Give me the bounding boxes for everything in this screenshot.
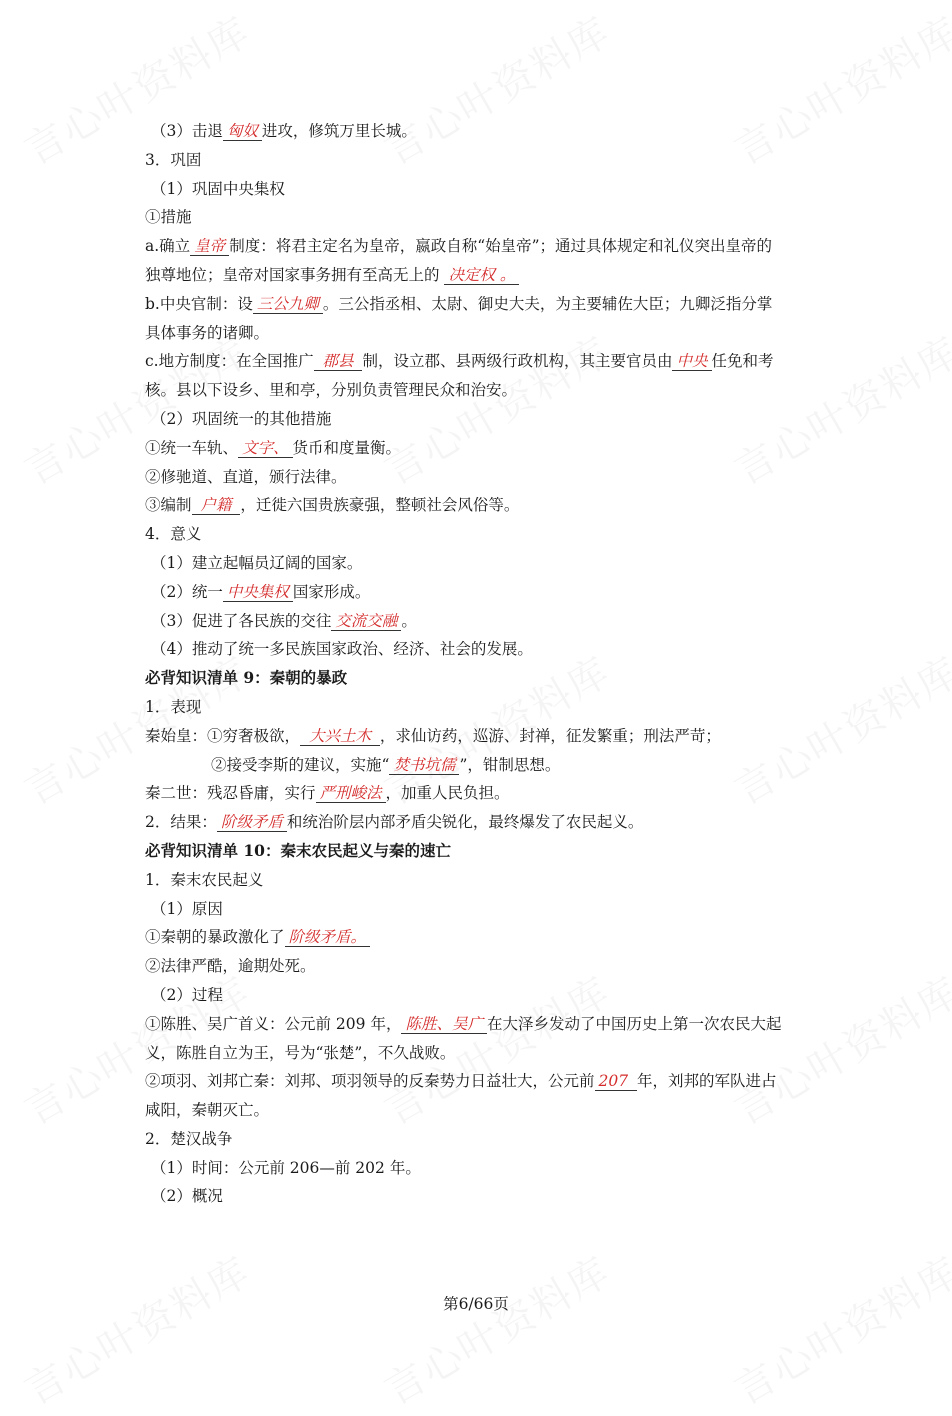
text-run: 1．表现 <box>145 697 202 716</box>
answer-fill: 焚书坑儒 <box>389 756 459 775</box>
answer-fill: 中央 <box>672 352 711 371</box>
watermark <box>373 1241 620 1416</box>
text-line <box>145 146 815 175</box>
page-number: 第6/66页 <box>443 1295 509 1313</box>
answer-fill: 阶级矛盾 <box>217 813 287 832</box>
section-heading <box>145 837 815 866</box>
text-run: （1）建立起幅员辽阔的国家。 <box>151 553 363 572</box>
text-run: ②修驰道、直道，颁行法律。 <box>145 467 347 486</box>
text-run: ③编制 <box>145 496 192 515</box>
answer-fill: 陈胜、吴广 <box>401 1015 487 1034</box>
text-run: 进攻，修筑万里长城。 <box>261 122 417 140</box>
text-line <box>145 261 815 290</box>
text-run: 秦二世：残忍昏庸，实行 <box>145 784 316 803</box>
text-run: 咸阳，秦朝灭亡。 <box>145 1101 270 1120</box>
text-line <box>145 319 815 348</box>
text-run: （2）统一 <box>151 582 223 601</box>
text-run: 3．巩固 <box>145 150 202 169</box>
text-line <box>145 722 815 751</box>
text-line <box>145 1182 815 1211</box>
text-line <box>145 549 815 578</box>
text-run: 制度：将君主定名为皇帝，嬴政自称“始皇帝”；通过具体规定和礼仪突出皇帝的 <box>229 237 773 256</box>
text-run: 2．楚汉战争 <box>145 1129 233 1148</box>
text-run: （1）原因 <box>151 899 223 918</box>
text-run: ①陈胜、吴广首义：公元前 209 年， <box>145 1014 402 1033</box>
answer-fill: 皇帝 <box>190 237 229 256</box>
text-line <box>145 1039 815 1068</box>
text-run: （2）过程 <box>151 985 223 1004</box>
text-line <box>145 1067 815 1096</box>
text-run: 必背知识清单 9：秦朝的暴政 <box>145 668 348 688</box>
answer-fill: 户籍 <box>192 496 241 515</box>
text-line <box>145 923 815 952</box>
text-line <box>145 578 815 607</box>
text-run: 国家形成。 <box>292 582 371 601</box>
text-line <box>145 405 815 434</box>
text-run: c.地方制度：在全国推广 <box>145 352 314 371</box>
text-line <box>145 1096 815 1125</box>
text-run: ，求仙访药，巡游、封禅，征发繁重；刑法严苛； <box>379 726 721 745</box>
document-body <box>145 117 815 1211</box>
text-run: 核。县以下设乡、里和亭，分别负责管理民众和治安。 <box>145 381 518 400</box>
text-line <box>145 491 815 520</box>
text-run: ，加重人民负担。 <box>385 784 510 803</box>
text-run: 年，刘邦的军队进占 <box>637 1072 777 1091</box>
answer-fill: 三公九卿 <box>253 295 323 314</box>
text-run: ②法律严酷，逾期处死。 <box>145 957 316 976</box>
text-line <box>145 463 815 492</box>
text-run: 2．结果： <box>145 813 217 832</box>
text-run: 在大泽乡发动了中国历史上第一次农民大起 <box>486 1014 782 1033</box>
answer-fill: 文字、 <box>238 439 293 458</box>
text-run: ①统一车轨、 <box>145 438 239 457</box>
text-run: ，迁徙六国贵族豪强，整顿社会风俗等。 <box>240 496 520 515</box>
answer-fill: 匈奴 <box>223 122 262 141</box>
text-run: 独尊地位；皇帝对国家事务拥有至高无上的 <box>145 265 445 284</box>
text-run: 任免和考 <box>711 352 774 371</box>
text-run: （1）时间：公元前 206—前 202 年。 <box>151 1158 421 1177</box>
answer-fill: 决定权 。 <box>444 266 519 285</box>
text-line <box>145 520 815 549</box>
text-run: b.中央官制：设 <box>145 294 253 313</box>
text-run: ①秦朝的暴政激化了 <box>145 928 285 947</box>
answer-fill: 严刑峻法 <box>316 784 386 803</box>
text-run: ②接受李斯的建议，实施“ <box>211 755 390 774</box>
text-run: 义，陈胜自立为王，号为“张楚”，不久战败。 <box>145 1043 456 1062</box>
text-run: ②项羽、刘邦亡秦：刘邦、项羽领导的反秦势力日益壮大，公元前 <box>145 1072 595 1091</box>
text-line <box>145 434 815 463</box>
text-line <box>145 635 815 664</box>
section-heading <box>145 664 815 693</box>
answer-fill: 交流交融 <box>331 612 401 631</box>
text-line <box>145 175 815 204</box>
text-run: 4．意义 <box>145 525 202 544</box>
text-line <box>145 952 815 981</box>
text-run: （4）推动了统一多民族国家政治、经济、社会的发展。 <box>151 640 533 659</box>
text-run: 和统治阶层内部矛盾尖锐化，最终爆发了农民起义。 <box>286 813 644 832</box>
text-line <box>145 779 815 808</box>
text-line <box>145 1154 815 1183</box>
text-run: 具体事务的诸卿。 <box>145 323 270 342</box>
watermark <box>13 1241 260 1416</box>
text-run: a.确立 <box>145 237 191 256</box>
text-line <box>145 117 815 146</box>
text-line <box>145 203 815 232</box>
text-line <box>145 866 815 895</box>
text-line <box>145 347 815 376</box>
text-run: ”，钳制思想。 <box>459 755 561 774</box>
text-run: （1）巩固中央集权 <box>151 179 285 198</box>
text-line <box>145 808 815 837</box>
answer-fill: 中央集权 <box>223 583 293 602</box>
text-run: 1．秦末农民起义 <box>145 870 264 889</box>
text-line <box>145 751 815 780</box>
text-run: 。 <box>401 611 417 630</box>
answer-fill: 207 <box>595 1072 638 1091</box>
text-run: （3）促进了各民族的交往 <box>151 611 332 630</box>
answer-fill: 阶级矛盾。 <box>285 928 371 947</box>
text-run: 秦始皇：①穷奢极欲， <box>145 726 301 745</box>
text-line <box>145 290 815 319</box>
text-line <box>145 607 815 636</box>
text-run: 货币和度量衡。 <box>292 438 402 457</box>
watermark <box>723 1241 952 1416</box>
text-line <box>145 1125 815 1154</box>
answer-fill: 郡县 <box>314 352 363 371</box>
text-line <box>145 376 815 405</box>
text-line <box>145 1010 815 1039</box>
text-run: 。三公指丞相、太尉、御史大夫，为主要辅佐大臣；九卿泛指分掌 <box>322 294 773 313</box>
answer-fill: 大兴土木 <box>300 727 380 746</box>
text-line <box>145 693 815 722</box>
text-run: ①措施 <box>145 208 192 227</box>
text-line <box>145 895 815 924</box>
text-line <box>145 981 815 1010</box>
text-run: （2）巩固统一的其他措施 <box>151 409 332 428</box>
text-line <box>145 232 815 261</box>
text-run: 制，设立郡、县两级行政机构，其主要官员由 <box>362 352 673 371</box>
text-run: 必背知识清单 10：秦末农民起义与秦的速亡 <box>145 840 451 860</box>
text-run: （3）击退 <box>151 122 223 140</box>
text-run: （2）概况 <box>151 1187 223 1206</box>
